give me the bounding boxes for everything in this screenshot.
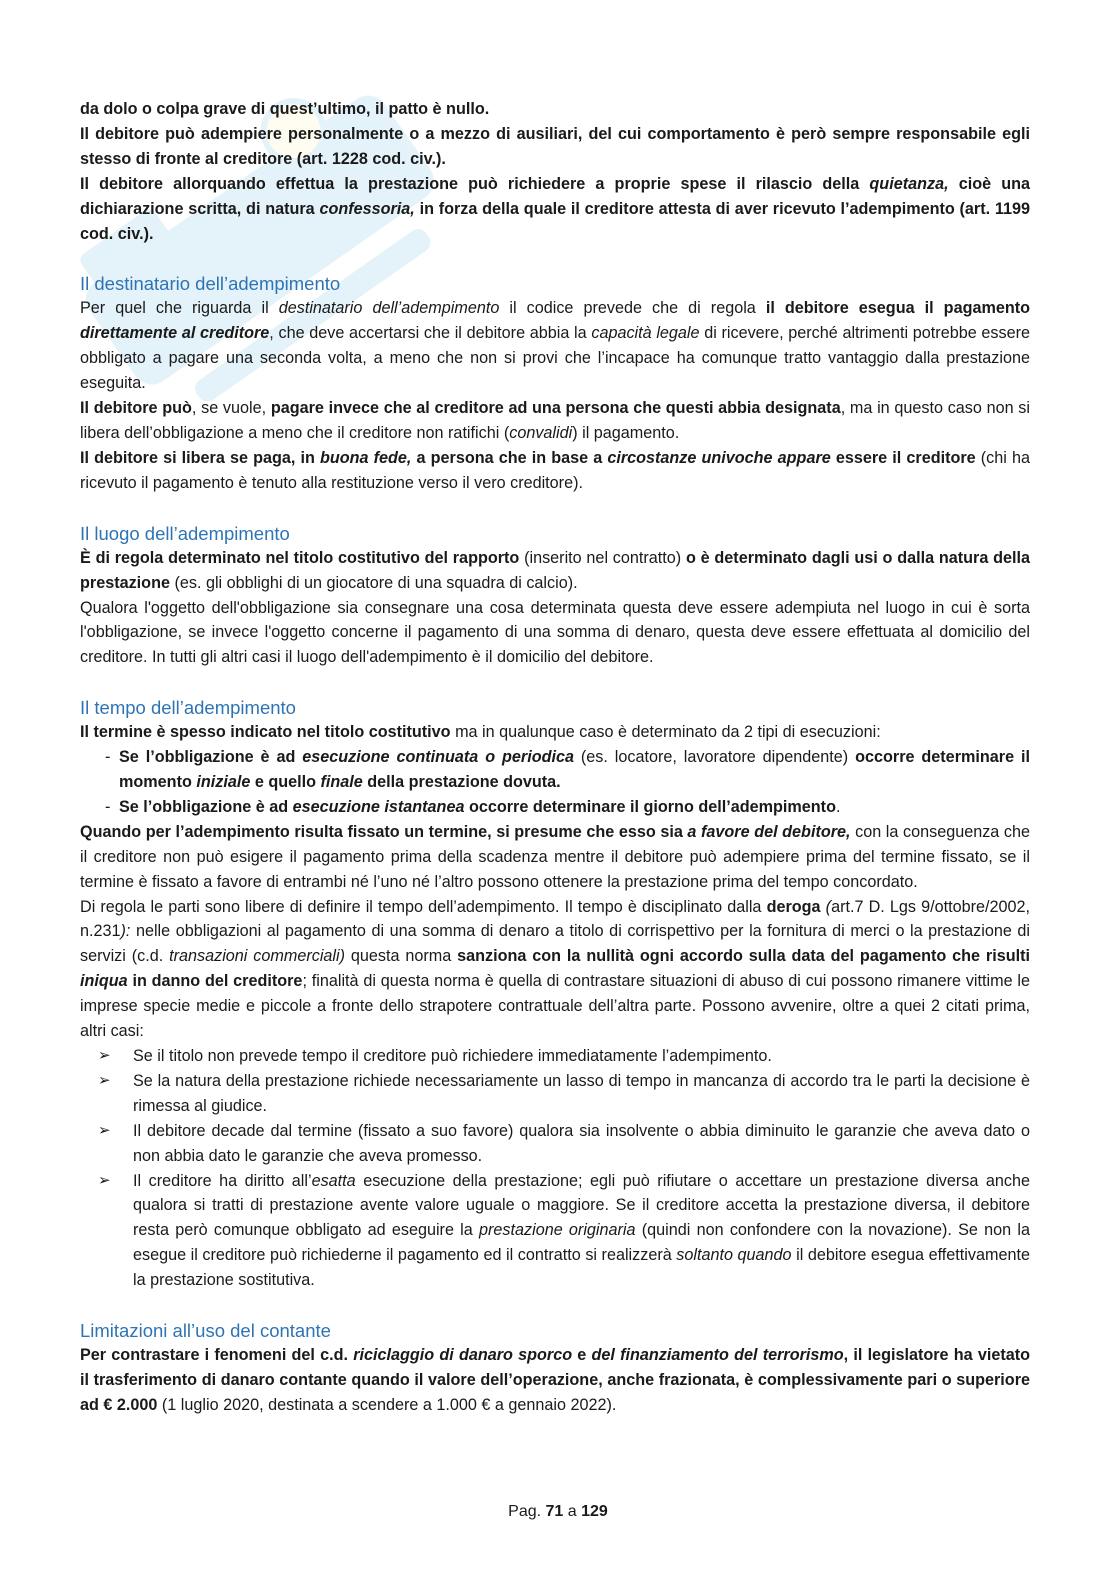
page-footer: Pag. 71 a 129 <box>508 1503 608 1520</box>
luogo-paragraph-2: Qualora l'oggetto dell'obbligazione sia consegnare una cosa determinata questa deve essere adempiuta nel luogo in cui è sorta l'obbligazione, se invece l'oggetto concerne il pagamento di una somma di denaro, questa deve essere effettuata al domicilio del creditore. In tutti gli altri casi il luogo dell'adempimento è il domicilio del debitore. <box>80 598 1030 667</box>
section-heading-destinatario: Il destinatario dell’adempimento <box>80 273 341 295</box>
section-heading-contante: Limitazioni all’uso del contante <box>80 1320 331 1342</box>
destinatario-paragraph-3: Il debitore si libera se paga, in buona fede, a persona che in base a circostanze univoche appare essere il creditore (chi ha ricevuto il pagamento è tenuto alla restituzione verso il vero creditore). <box>80 448 1030 492</box>
luogo-paragraph-1: È di regola determinato nel titolo costitutivo del rapporto (inserito nel contratto) o è determinato dagli usi o dalla natura della prestazione (es. gli obblighi di un giocatore di una squadra di calcio). <box>80 548 1030 592</box>
other-cases-list <box>80 1044 1030 1293</box>
total-pages-number: 129 <box>581 1503 608 1520</box>
document-page <box>80 97 1030 1418</box>
arrow-bullet-icon: ➢ <box>98 1121 111 1139</box>
destinatario-paragraph-1: Per quel che riguarda il destinatario dell’adempimento il codice prevede che di regola il debitore esegua il pagamento direttamente al creditore, che deve accertarsi che il debitore abbia la capacità legale di ricevere, perché altrimenti potrebbe essere obbligato a pagare una seconda volta, a meno che non si provi che l’incapace ha comunque tratto vantaggio dalla prestazione eseguita. <box>80 299 1031 393</box>
tempo-paragraph-2: Quando per l’adempimento risulta fissato un termine, si presume che esso sia a favore del debitore, con la conseguenza che il creditore non può esigere il pagamento prima della scadenza mentre il debitore può adempiere prima del termine fissato, se il termine è fissato a favore di entrambi né l’uno né l’altro possono ottenere la prestazione prima del tempo concordato. <box>80 822 1030 891</box>
list-item: - Se l’obbligazione è ad esecuzione continuata o periodica (es. locatore, lavoratore dipendente) occorre determinare il momento iniziale e quello finale della prestazione dovuta. <box>105 745 1030 795</box>
tempo-paragraph-3: Di regola le parti sono libere di definire il tempo dell’adempimento. Il tempo è disciplinato dalla deroga (art.7 D. Lgs 9/ottobre/2002, n.231): nelle obbligazioni al pagamento di una somma di denaro a titolo di corrispettivo per la fornitura di merci o la prestazione di servizi (c.d. transazioni commerciali) questa norma sanziona con la nullità ogni accordo sulla data del pagamento che risulti iniqua in danno del creditore; finalità di questa norma è quella di contrastare situazioni di abuso di cui possono rimanere vittime le imprese specie medie e piccole a fronte dello strapotere contrattuale dell’altra parte. Possono avvenire, oltre a quei 2 citati prima, altri casi: <box>80 897 1030 1041</box>
arrow-bullet-icon: ➢ <box>98 1171 111 1189</box>
list-item: ➢ Se il titolo non prevede tempo il creditore può richiedere immediatamente l’adempimento. <box>98 1044 1030 1069</box>
list-item: ➢ Se la natura della prestazione richiede necessariamente un lasso di tempo in mancanza di accordo tra le parti la decisione è rimessa al giudice. <box>98 1069 1030 1119</box>
contante-paragraph-1: Per contrastare i fenomeni del c.d. riciclaggio di danaro sporco e del finanziamento del terrorismo, il legislatore ha vietato il trasferimento di danaro contante quando il valore dell’operazione, anche frazionata, è complessivamente pari o superiore ad € 2.000 (1 luglio 2020, destinata a scendere a 1.000 € a gennaio 2022). <box>80 1346 1030 1414</box>
destinatario-paragraph-2: Il debitore può, se vuole, pagare invece che al creditore ad una persona che questi abbia designata, ma in questo caso non si libera dell’obbligazione a meno che il creditore non ratifichi (convalidi) il pagamento. <box>80 399 1030 442</box>
current-page-number: 71 <box>545 1503 564 1520</box>
arrow-bullet-icon: ➢ <box>98 1071 111 1089</box>
intro-paragraph-1: da dolo o colpa grave di quest’ultimo, il patto è nullo. <box>80 100 490 118</box>
section-heading-tempo: Il tempo dell’adempimento <box>80 697 296 719</box>
list-item: ➢ Il creditore ha diritto all’esatta esecuzione della prestazione; egli può rifiutare o accettare un prestazione diversa anche qualora si tratti di prestazione avente valore uguale o maggiore. Se il creditore accetta la prestazione diversa, il debitore resta però comunque obbligato ad eseguire la prestazione originaria (quindi non confondere con la novazione). Se non la esegue il creditore può richiederne il pagamento ed il contratto si realizzerà soltanto quando il debitore esegua effettivamente la prestazione sostitutiva. <box>98 1169 1030 1294</box>
intro-paragraph-2: Il debitore può adempiere personalmente o a mezzo di ausiliari, del cui comportamento è però sempre responsabile egli stesso di fronte al creditore (art. 1228 cod. civ.). <box>80 124 1030 168</box>
list-item: - Se l’obbligazione è ad esecuzione istantanea occorre determinare il giorno dell’adempimento. <box>105 795 1030 820</box>
list-item: ➢ Il debitore decade dal termine (fissato a suo favore) qualora sia insolvente o abbia diminuito le garanzie che aveva dato o non abbia dato le garanzie che aveva promesso. <box>98 1119 1030 1169</box>
dash-bullet: - <box>105 797 111 816</box>
section-heading-luogo: Il luogo dell’adempimento <box>80 522 290 544</box>
execution-types-list <box>80 745 1030 820</box>
dash-bullet: - <box>105 748 111 767</box>
tempo-paragraph-1: Il termine è spesso indicato nel titolo costitutivo ma in qualunque caso è determinato da 2 tipi di esecuzioni: <box>80 723 881 742</box>
intro-paragraph-3: Il debitore allorquando effettua la prestazione può richiedere a proprie spese il rilascio della quietanza, cioè una dichiarazione scritta, di natura confessoria, in forza della quale il creditore attesta di aver ricevuto l’adempimento (art. 1199 cod. civ.). <box>80 174 1030 243</box>
arrow-bullet-icon: ➢ <box>98 1047 111 1064</box>
